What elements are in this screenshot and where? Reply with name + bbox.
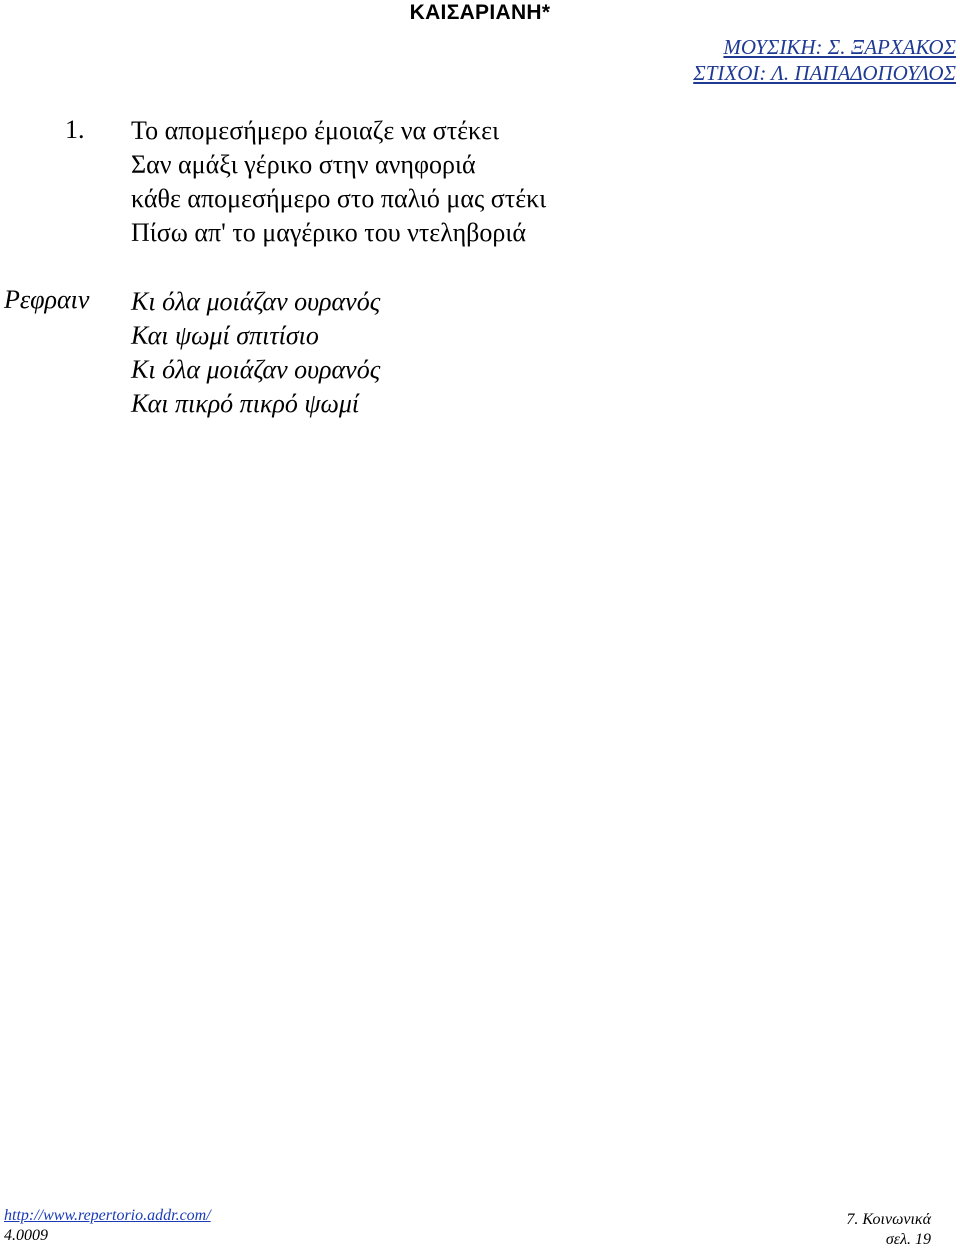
page-number: σελ. 19 [885, 1231, 931, 1248]
verse-number: 1. [65, 115, 85, 144]
footer-code: 4.0009 [4, 1227, 48, 1244]
song-title: ΚΑΙΣΑΡΙΑΝΗ* [409, 1, 551, 24]
music-credit: ΜΟΥΣΙΚΗ: Σ. ΞΑΡΧΑΚΟΣ [723, 35, 956, 59]
refrain-line: Και πικρό πικρό ψωμί [131, 389, 360, 418]
verse-line: κάθε απομεσήμερο στο παλιό μας στέκι [131, 184, 547, 213]
verse-line: Πίσω απ' το μαγέρικο του ντεληβοριά [131, 218, 526, 247]
refrain-label: Ρεφραιν [4, 285, 90, 314]
refrain [131, 285, 380, 421]
verse-line: Το απομεσήμερο έμοιαζε να στέκει [131, 116, 500, 145]
refrain-line: Κι όλα μοιάζαν ουρανός [131, 355, 381, 384]
refrain-line: Και ψωμί σπιτίσιο [131, 321, 319, 350]
credits [693, 34, 956, 86]
verse [131, 114, 546, 250]
footer-category: 7. Κοινωνικά [846, 1211, 931, 1228]
lyrics-credit: ΣΤΙΧΟΙ: Λ. ΠΑΠΑΔΟΠΟΥΛΟΣ [693, 61, 956, 85]
verse-line: Σαν αμάξι γέρικο στην ανηφοριά [131, 150, 476, 179]
footer-url-link[interactable]: http://www.repertorio.addr.com/ [4, 1207, 211, 1224]
footer-left [4, 1206, 211, 1246]
refrain-line: Κι όλα μοιάζαν ουρανός [131, 287, 381, 316]
footer-right [846, 1210, 931, 1250]
